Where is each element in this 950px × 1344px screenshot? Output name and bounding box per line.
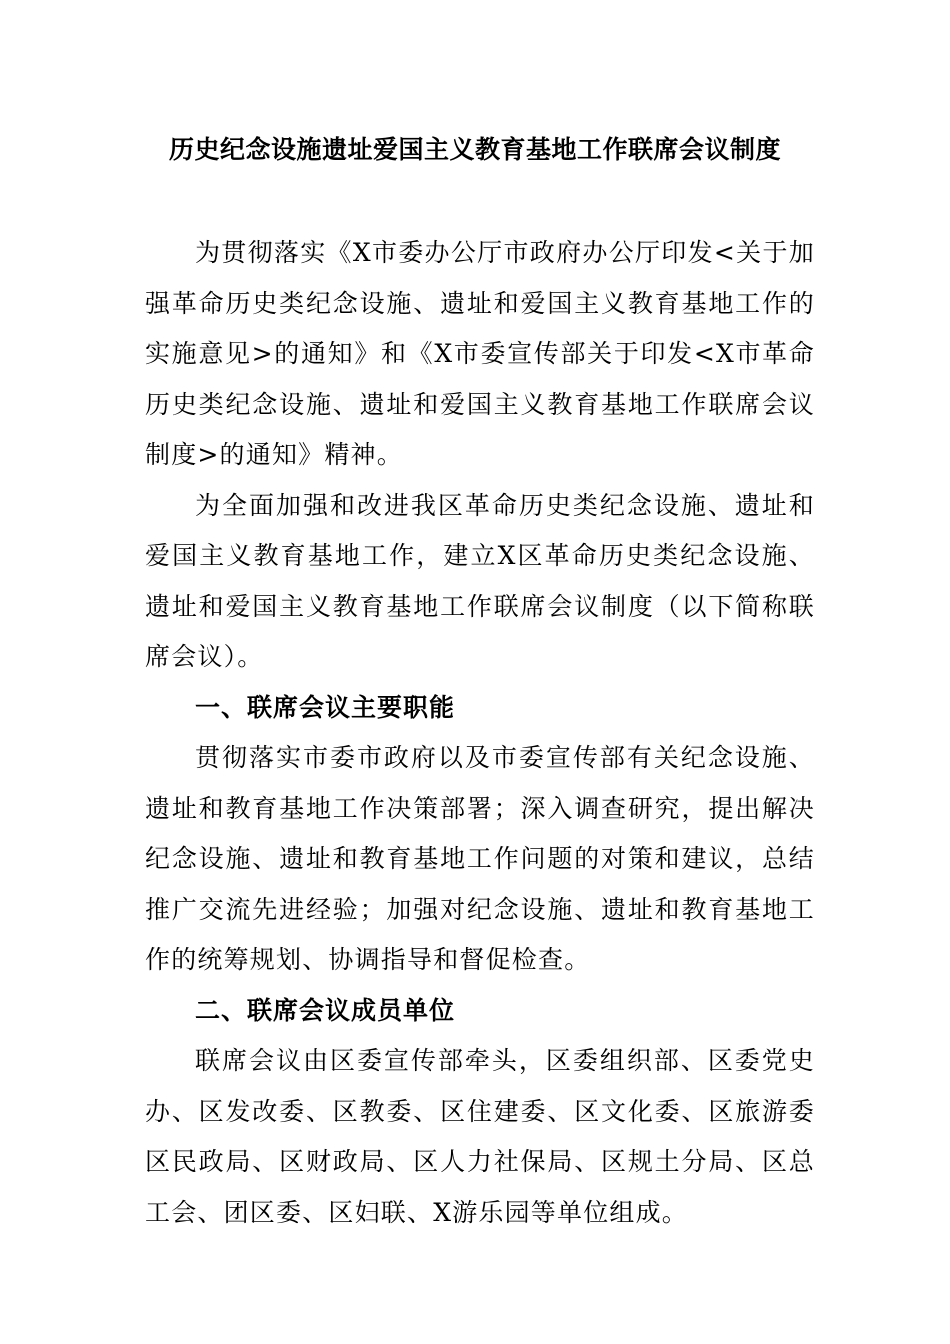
section-heading-members: 二、联席会议成员单位 bbox=[195, 995, 456, 1025]
section-text-functions: 贯彻落实市委市政府以及市委宣传部有关纪念设施、遗址和教育基地工作决策部署；深入调查研究，提出解决纪念设施、遗址和教育基地工作问题的对策和建议，总结推广交流先进经验；加强对纪念设施、遗址和教育基地工作的统筹规划、协调指导和督促检查。 bbox=[145, 743, 815, 974]
section-heading-functions: 一、联席会议主要职能 bbox=[195, 692, 456, 722]
document-title: 历史纪念设施遗址爱国主义教育基地工作联席会议制度 bbox=[168, 135, 781, 164]
document-body bbox=[145, 228, 815, 1238]
intro-paragraph-1: 为贯彻落实《X市委办公厅市政府办公厅印发<关于加强革命历史类纪念设施、遗址和爱国主义教育基地工作的实施意见>的通知》和《X市委宣传部关于印发<X市革命历史类纪念设施、遗址和爱国主义教育基地工作联席会议制度>的通知》精神。 bbox=[145, 238, 815, 469]
section-text-members: 联席会议由区委宣传部牵头，区委组织部、区委党史办、区发改委、区教委、区住建委、区文化委、区旅游委区民政局、区财政局、区人力社保局、区规土分局、区总工会、团区委、区妇联、X游乐园等单位组成。 bbox=[145, 1046, 815, 1227]
intro-paragraph-2: 为全面加强和改进我区革命历史类纪念设施、遗址和爱国主义教育基地工作，建立X区革命历史类纪念设施、遗址和爱国主义教育基地工作联席会议制度（以下简称联席会议）。 bbox=[145, 490, 815, 671]
